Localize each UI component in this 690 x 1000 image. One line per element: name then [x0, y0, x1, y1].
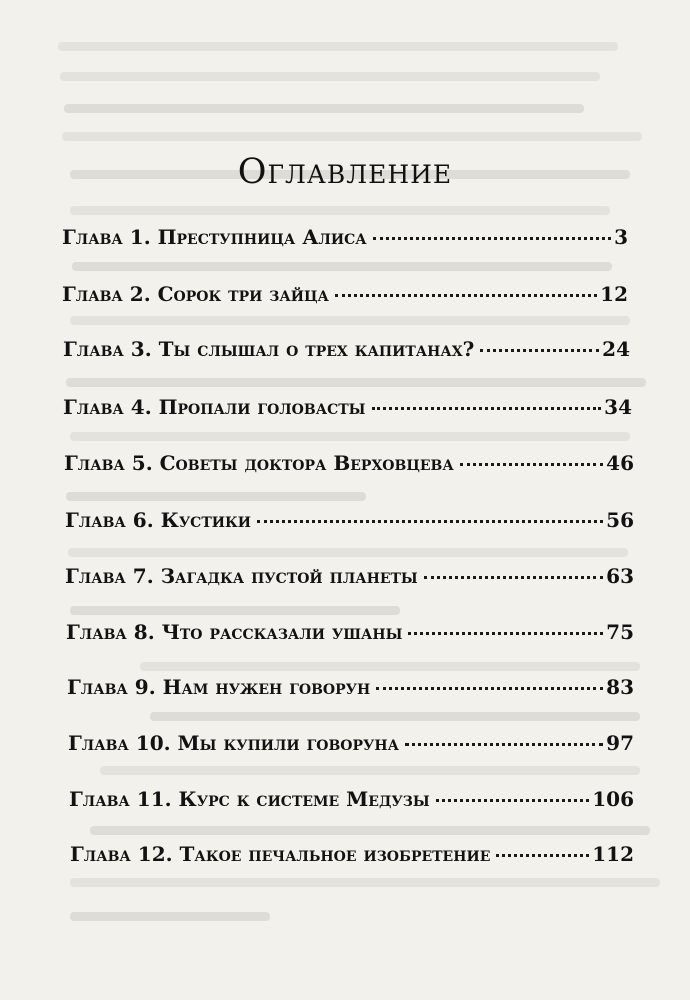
leader-dots: [405, 743, 603, 746]
leader-dots: [372, 407, 602, 410]
toc-entry-label: Глава 6. Кустики: [65, 508, 251, 532]
toc-entry: [66, 620, 634, 650]
toc-entry-page: 34: [604, 395, 632, 419]
toc-entry-label: Глава 4. Пропали головасты: [63, 395, 366, 419]
toc-entry: [65, 508, 634, 538]
toc-entry: [63, 395, 632, 425]
toc-entry: [65, 564, 634, 594]
leader-dots: [436, 799, 590, 802]
toc-entry-page: 12: [600, 282, 628, 306]
toc-entry-page: 112: [592, 842, 634, 866]
leader-dots: [376, 687, 603, 690]
toc-entry-page: 106: [592, 787, 634, 811]
toc-entry: [70, 842, 634, 872]
toc-entry: [69, 787, 634, 817]
leader-dots: [257, 520, 603, 523]
toc-entry-page: 46: [606, 451, 634, 475]
page-title: Оглавление: [237, 152, 453, 192]
toc-entry: [63, 337, 630, 367]
toc-entry-page: 24: [602, 337, 630, 361]
toc-entry-label: Глава 7. Загадка пустой планеты: [65, 564, 418, 588]
toc-entry-page: 56: [606, 508, 634, 532]
toc-entry: [64, 451, 634, 481]
leader-dots: [373, 237, 611, 240]
leader-dots: [424, 576, 603, 579]
toc-entry-label: Глава 9. Нам нужен говорун: [67, 675, 371, 699]
leader-dots: [496, 854, 589, 857]
toc-entry-page: 83: [606, 675, 634, 699]
toc-entry: [62, 282, 628, 312]
toc-entry-page: 75: [606, 620, 634, 644]
leader-dots: [408, 632, 603, 635]
toc-entry-page: 63: [606, 564, 634, 588]
leader-dots: [460, 463, 603, 466]
toc-entry-label: Глава 2. Сорок три зайца: [62, 282, 329, 306]
toc-entry: [62, 225, 628, 255]
toc-entry-label: Глава 1. Преступница Алиса: [62, 225, 367, 249]
leader-dots: [335, 294, 597, 297]
toc-entry-label: Глава 10. Мы купили говоруна: [68, 731, 399, 755]
toc-entry-page: 3: [614, 225, 628, 249]
toc-entry: [68, 731, 634, 761]
toc-entry-label: Глава 3. Ты слышал о трех капитанах?: [63, 337, 475, 361]
toc-entry-page: 97: [606, 731, 634, 755]
toc-entry: [67, 675, 634, 705]
toc-entry-label: Глава 12. Такое печальное изобретение: [70, 842, 491, 866]
leader-dots: [480, 349, 599, 352]
toc-entry-label: Глава 8. Что рассказали ушаны: [66, 620, 403, 644]
toc-entry-label: Глава 11. Курс к системе Медузы: [69, 787, 430, 811]
toc-entry-label: Глава 5. Советы доктора Верховцева: [64, 451, 454, 475]
